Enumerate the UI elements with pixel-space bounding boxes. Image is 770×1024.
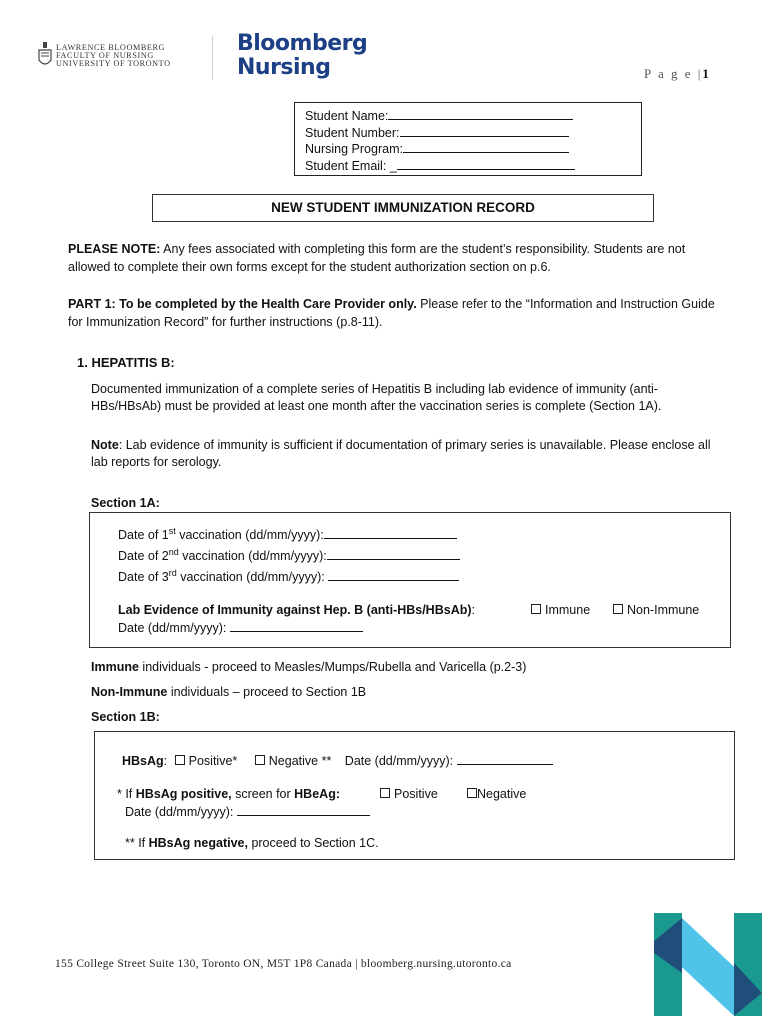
lab-evidence-colon: :: [471, 603, 475, 617]
dose-2-row: [118, 547, 460, 563]
hbsag-row: [122, 753, 553, 768]
student-info-box: [294, 102, 642, 176]
dose-1-pre: Date of 1: [118, 528, 169, 543]
please-note-paragraph: [68, 240, 718, 276]
if-negative-pre: ** If: [125, 836, 149, 850]
hbeag-negative-option[interactable]: [467, 787, 526, 801]
student-email-row: [305, 158, 631, 175]
if-negative-row: [125, 836, 379, 850]
hepatitis-note: [91, 437, 721, 471]
nursing-n-logo-icon: [654, 913, 762, 1016]
student-email-label: Student Email: _: [305, 158, 397, 173]
section-1b-heading: Section 1B:: [91, 710, 160, 724]
dose-2-post: vaccination (dd/mm/yyyy):: [178, 549, 327, 564]
student-name-field[interactable]: [388, 108, 573, 120]
dose-3-post: vaccination (dd/mm/yyyy):: [176, 570, 329, 585]
nonimmune-option[interactable]: [613, 603, 699, 617]
hbsag-negative-checkbox[interactable]: [255, 755, 265, 765]
dose-1-post: vaccination (dd/mm/yyyy):: [175, 528, 324, 543]
nursing-program-row: [305, 141, 631, 158]
brand-line-2: Nursing: [237, 55, 331, 80]
dose-3-pre: Date of 3: [118, 570, 169, 585]
please-note-text: Any fees associated with completing this form are the student’s responsibility. Students are not allowed to complete their own forms except for the student authorization section on p.6.: [68, 242, 686, 274]
footer-address: 155 College Street Suite 130, Toronto ON, M5T 1P8 Canada | bloomberg.nursing.utoronto.ca: [55, 958, 512, 970]
nursing-program-field[interactable]: [403, 141, 569, 153]
if-positive-pre: * If: [117, 787, 136, 801]
student-number-label: Student Number:: [305, 125, 400, 140]
student-name-label: Student Name:: [305, 109, 389, 123]
hbeag-positive-label: Positive: [394, 787, 438, 801]
student-email-field[interactable]: [397, 158, 575, 170]
hepatitis-description: Documented immunization of a complete series of Hepatitis B including lab evidence of immunity (anti-HBs/HBsAb) must be provided at least one month after the vaccination series is complete (Section 1A).: [91, 382, 662, 413]
hbeag-label: HBeAg:: [294, 787, 340, 801]
part1-text: Please refer to the “Information and Instruction Guide for Immunization Record” for further instructions (p.8-11).: [68, 297, 715, 329]
hbsag-colon: :: [163, 754, 168, 768]
immune-checkbox[interactable]: [531, 604, 541, 614]
hbsag-positive-option[interactable]: [175, 754, 238, 768]
section-1a-heading: Section 1A:: [91, 496, 160, 510]
form-title: NEW STUDENT IMMUNIZATION RECORD: [152, 194, 654, 222]
lab-date-label: Date (dd/mm/yyyy):: [118, 621, 230, 635]
hbsag-label: HBsAg: [122, 754, 164, 768]
dose-3-sup: rd: [168, 568, 177, 578]
immune-instruction: [91, 660, 526, 674]
student-number-row: [305, 125, 631, 142]
immune-option-label: Immune: [545, 603, 591, 617]
hbeag-date-field[interactable]: [237, 804, 370, 816]
part1-label: PART 1: To be completed by the Health Care Provider only.: [68, 297, 417, 311]
student-name-row: [305, 108, 631, 125]
immune-instruction-bold: Immune: [91, 660, 139, 674]
hbeag-date-label: Date (dd/mm/yyyy):: [125, 805, 237, 819]
nonimmune-option-label: Non-Immune: [627, 603, 700, 617]
student-number-field[interactable]: [400, 125, 569, 137]
hepatitis-b-heading: 1. HEPATITIS B:: [77, 355, 175, 370]
dose-2-pre: Date of 2: [118, 549, 169, 564]
if-positive-bold: HBsAg positive,: [135, 787, 232, 801]
dose-1-date-field[interactable]: [324, 527, 457, 539]
lab-evidence-row: [118, 603, 475, 617]
hbsag-positive-checkbox[interactable]: [175, 755, 185, 765]
brand-line-1: Bloomberg: [237, 31, 368, 56]
nonimmune-instruction: [91, 685, 366, 699]
hepatitis-note-text: : Lab evidence of immunity is sufficient if documentation of primary series is unavailable. Please enclose all lab reports for serology.: [91, 438, 711, 469]
hepatitis-note-label: Note: [91, 438, 119, 452]
please-note-label: PLEASE NOTE:: [68, 242, 161, 256]
hbsag-positive-label: Positive*: [188, 754, 238, 768]
dose-2-sup: nd: [168, 547, 179, 557]
nonimmune-checkbox[interactable]: [613, 604, 623, 614]
lab-date-row: [118, 620, 363, 635]
bloomberg-nursing-logo: [237, 32, 367, 80]
hbsag-negative-option[interactable]: [255, 754, 332, 768]
uoft-line-2: FACULTY OF NURSING: [56, 51, 154, 60]
dose-1-row: [118, 526, 457, 542]
hbsag-negative-label: Negative **: [268, 754, 332, 768]
nursing-program-label: Nursing Program:: [305, 142, 403, 156]
hbeag-date-row: [125, 804, 370, 819]
dose-3-row: [118, 568, 459, 584]
hbeag-positive-option[interactable]: [380, 787, 438, 801]
hbsag-date-field[interactable]: [457, 753, 553, 765]
uoft-line-3: UNIVERSITY OF TORONTO: [56, 59, 171, 68]
hbeag-row: [117, 787, 340, 801]
immune-instruction-text: individuals - proceed to Measles/Mumps/Rubella and Varicella (p.2-3): [138, 660, 527, 674]
part1-paragraph: [68, 295, 718, 331]
hbeag-negative-checkbox[interactable]: [467, 788, 477, 798]
lab-evidence-label: Lab Evidence of Immunity against Hep. B (anti-HBs/HBsAb): [118, 603, 472, 617]
section-1b-box: [94, 731, 735, 860]
if-negative-bold: HBsAg negative,: [148, 836, 248, 850]
if-positive-mid: screen for: [231, 787, 295, 801]
dose-3-date-field[interactable]: [328, 569, 459, 581]
page-number-value: 1: [702, 66, 709, 81]
lab-date-field[interactable]: [230, 620, 363, 632]
uoft-crest-icon: [38, 42, 52, 70]
section-1a-box: [89, 512, 731, 648]
hbeag-negative-label: Negative: [477, 787, 527, 801]
nonimmune-instruction-bold: Non-Immune: [91, 685, 168, 699]
hbsag-date-label: Date (dd/mm/yyyy):: [344, 754, 457, 768]
page-number: [644, 66, 709, 82]
header-divider: [212, 36, 213, 80]
dose-2-date-field[interactable]: [327, 548, 460, 560]
page-label: P a g e |: [644, 66, 703, 81]
uoft-wordmark: [56, 44, 171, 68]
uoft-line-1: LAWRENCE BLOOMBERG: [56, 43, 166, 52]
if-negative-text: proceed to Section 1C.: [247, 836, 379, 850]
nonimmune-instruction-text: individuals – proceed to Section 1B: [167, 685, 367, 699]
hbeag-positive-checkbox[interactable]: [380, 788, 390, 798]
dose-1-sup: st: [168, 526, 176, 536]
immune-option[interactable]: [531, 603, 590, 617]
